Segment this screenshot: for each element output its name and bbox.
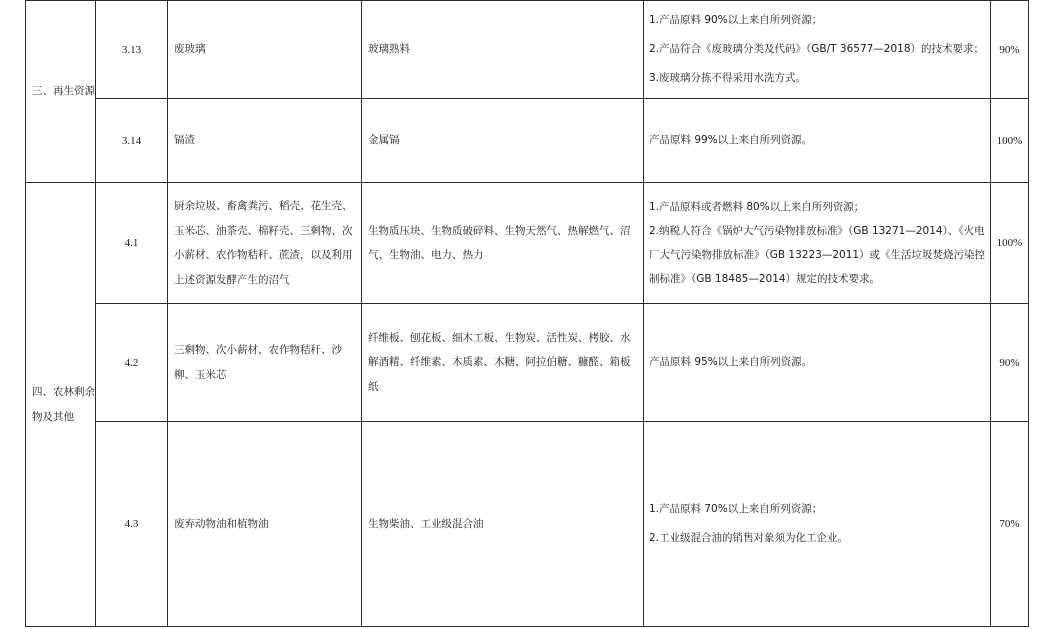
resource-name: 废弃动物油和植物油 bbox=[168, 422, 362, 627]
requirement-line: 2.纳税人符合《锅炉大气污染物排放标准》（GB 13271—2014）、《火电厂大气污染物排放标准》（GB 13223—2011）或《生活垃圾焚烧污染控制标准》（GB 18485—2014）规定的技术要求。 bbox=[649, 225, 986, 285]
category-label: 三、再生资源 bbox=[32, 85, 95, 97]
resource-name: 三剩物、次小薪材、农作物秸秆、沙柳、玉米芯 bbox=[168, 304, 362, 422]
requirement-line: 1.产品原料 90%以上来自所列资源； bbox=[649, 14, 823, 26]
requirement-line: 2.产品符合《废玻璃分类及代码》（GB/T 36577—2018）的技术要求； bbox=[649, 43, 985, 55]
item-number: 4.2 bbox=[96, 304, 168, 422]
technical-requirements bbox=[644, 183, 991, 304]
requirement-line: 1.产品原料或者燃料 80%以上来自所列资源； bbox=[649, 201, 865, 213]
product-name: 金属镉 bbox=[362, 99, 644, 183]
tax-policy-table bbox=[25, 0, 1029, 627]
table-row bbox=[26, 183, 1029, 304]
refund-ratio: 90% bbox=[991, 1, 1029, 99]
item-number: 4.1 bbox=[96, 183, 168, 304]
requirement-line: 1.产品原料 70%以上来自所列资源； bbox=[649, 503, 823, 515]
product-name: 纤维板、刨花板、细木工板、生物炭、活性炭、栲胶、水解酒精、纤维素、木质素、木糖、阿拉伯糖、糠醛、箱板纸 bbox=[362, 304, 644, 422]
category-cell bbox=[26, 1, 96, 183]
item-number: 4.3 bbox=[96, 422, 168, 627]
resource-name: 镉渣 bbox=[168, 99, 362, 183]
product-name: 生物质压块、生物质破碎料、生物天然气、热解燃气、沼气、生物油、电力、热力 bbox=[362, 183, 644, 304]
category-cell bbox=[26, 183, 96, 627]
resource-name: 厨余垃圾、畜禽粪污、稻壳、花生壳、玉米芯、油茶壳、棉籽壳、三剩物、次小薪材、农作物秸秆、蔗渣，以及利用上述资源发酵产生的沼气 bbox=[168, 183, 362, 304]
requirement-line: 2.工业级混合油的销售对象须为化工企业。 bbox=[649, 532, 849, 544]
refund-ratio: 100% bbox=[991, 183, 1029, 304]
technical-requirements bbox=[644, 1, 991, 99]
category-label: 四、农林剩余物及其他 bbox=[32, 385, 95, 423]
item-number: 3.13 bbox=[96, 1, 168, 99]
refund-ratio: 70% bbox=[991, 422, 1029, 627]
table-row bbox=[26, 422, 1029, 627]
technical-requirements bbox=[644, 99, 991, 183]
technical-requirements bbox=[644, 422, 991, 627]
product-name: 玻璃熟料 bbox=[362, 1, 644, 99]
requirement-line: 3.废玻璃分拣不得采用水洗方式。 bbox=[649, 72, 807, 84]
table-row bbox=[26, 99, 1029, 183]
table-row bbox=[26, 304, 1029, 422]
technical-requirements bbox=[644, 304, 991, 422]
item-number: 3.14 bbox=[96, 99, 168, 183]
refund-ratio: 90% bbox=[991, 304, 1029, 422]
refund-ratio: 100% bbox=[991, 99, 1029, 183]
requirement-line: 产品原料 95%以上来自所列资源。 bbox=[649, 356, 813, 368]
requirement-line: 产品原料 99%以上来自所列资源。 bbox=[649, 134, 813, 146]
product-name: 生物柴油、工业级混合油 bbox=[362, 422, 644, 627]
resource-name: 废玻璃 bbox=[168, 1, 362, 99]
table-row bbox=[26, 1, 1029, 99]
